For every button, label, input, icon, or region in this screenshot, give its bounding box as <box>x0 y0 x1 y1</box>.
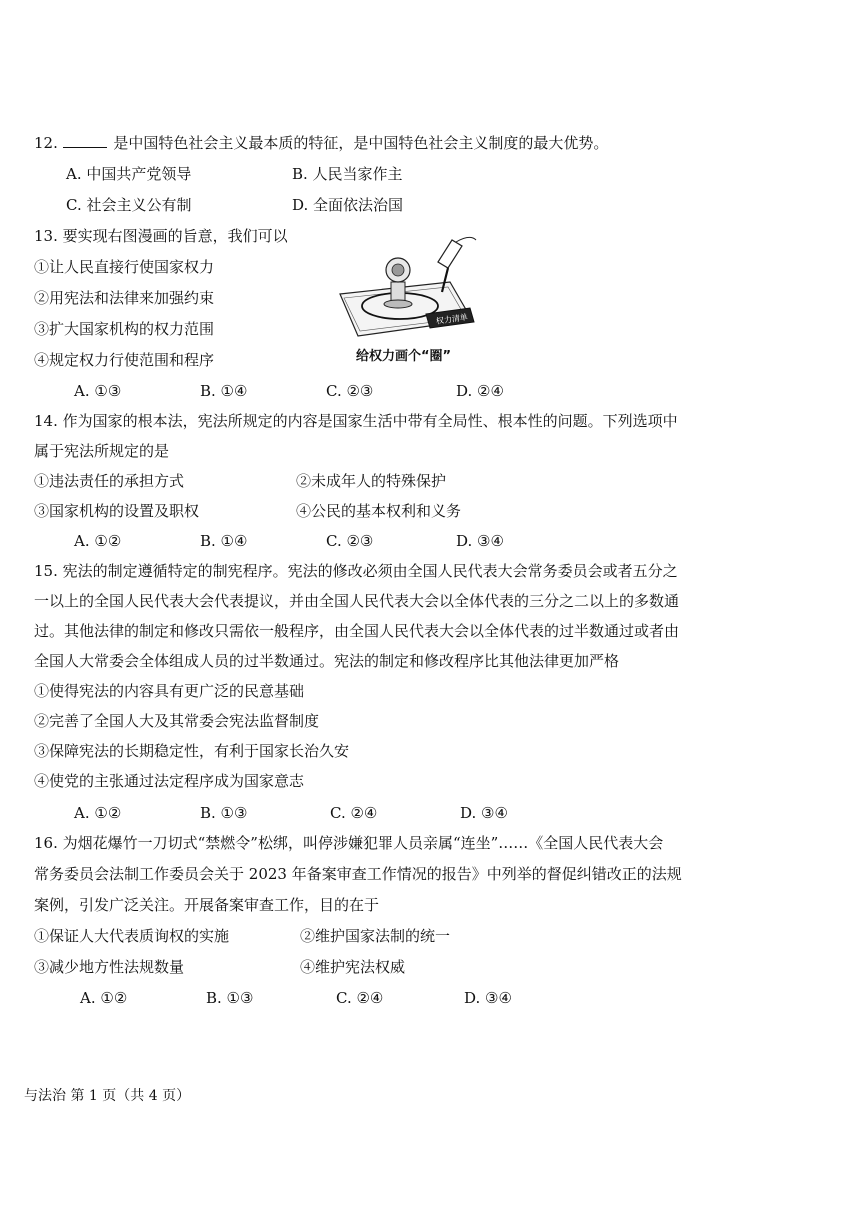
q16-stem-line-1: 16. 为烟花爆竹一刀切式“禁燃令”松绑，叫停涉嫌犯罪人员亲属“连坐”……《全国人民代表大会 <box>34 834 664 852</box>
q14-stem-line-1: 14. 作为国家的根本法，宪法所规定的内容是国家生活中带有全局性、根本性的问题。下列选项中 <box>34 412 678 430</box>
q13-item-1: ①让人民直接行使国家权力 <box>34 258 215 276</box>
q13-item-4: ④规定权力行使范围和程序 <box>34 351 215 369</box>
q13-option-a: A. ①③ <box>74 382 122 400</box>
q15-item-4: ④使党的主张通过法定程序成为国家意志 <box>34 772 305 790</box>
figure-caption: 给权力画个“圈” <box>356 349 452 364</box>
cartoon-power-circle <box>330 232 480 362</box>
q16-stem-line-3: 案例，引发广泛关注。开展备案审查工作，目的在于 <box>34 896 380 914</box>
q15-item-3: ③保障宪法的长期稳定性，有利于国家长治久安 <box>34 742 350 760</box>
q14-option-d: D. ③④ <box>456 532 504 550</box>
q15-stem-line-1: 15. 宪法的制定遵循特定的制宪程序。宪法的修改必须由全国人民代表大会常务委员会或者五分之 <box>34 562 678 580</box>
q13-option-d: D. ②④ <box>456 382 504 400</box>
q16-option-c: C. ②④ <box>336 989 384 1007</box>
q16-option-a: A. ①② <box>80 989 128 1007</box>
q16-option-b: B. ①③ <box>206 989 254 1007</box>
q13-item-2: ②用宪法和法律来加强约束 <box>34 289 215 307</box>
q14-item-3: ③国家机构的设置及职权 <box>34 502 200 520</box>
page-footer: 与法治 第 1 页（共 4 页） <box>24 1088 191 1104</box>
q15-option-a: A. ①② <box>74 804 122 822</box>
q14-item-1: ①违法责任的承担方式 <box>34 472 185 490</box>
q16-item-3: ③减少地方性法规数量 <box>34 958 185 976</box>
q15-item-1: ①使得宪法的内容具有更广泛的民意基础 <box>34 682 305 700</box>
q15-item-2: ②完善了全国人大及其常委会宪法监督制度 <box>34 712 320 730</box>
q12-option-c: C. 社会主义公有制 <box>66 196 192 214</box>
q16-item-1: ①保证人大代表质询权的实施 <box>34 927 230 945</box>
q12-option-b: B. 人民当家作主 <box>292 165 403 183</box>
q12-option-d: D. 全面依法治国 <box>292 196 404 214</box>
q14-stem-line-2: 属于宪法所规定的是 <box>34 442 170 460</box>
q15-stem-line-2: 一以上的全国人民代表大会代表提议，并由全国人民代表大会以全体代表的三分之二以上的多数通 <box>34 592 680 610</box>
q12-number: 12. <box>34 134 58 152</box>
q13-item-3: ③扩大国家机构的权力范围 <box>34 320 215 338</box>
q15-option-c: C. ②④ <box>330 804 378 822</box>
q13-option-c: C. ②③ <box>326 382 374 400</box>
q15-option-b: B. ①③ <box>200 804 248 822</box>
q14-option-a: A. ①② <box>74 532 122 550</box>
book-label: 权力清单 <box>435 312 469 326</box>
q13-option-b: B. ①④ <box>200 382 248 400</box>
answer-blank <box>63 133 107 148</box>
q14-option-c: C. ②③ <box>326 532 374 550</box>
q12-stem-text: 是中国特色社会主义最本质的特征，是中国特色社会主义制度的最大优势。 <box>113 134 609 152</box>
q13-stem: 13. 要实现右图漫画的旨意，我们可以 <box>34 227 288 245</box>
q16-item-2: ②维护国家法制的统一 <box>300 927 451 945</box>
q15-stem-line-3: 过。其他法律的制定和修改只需依一般程序，由全国人民代表大会以全体代表的过半数通过或者由 <box>34 622 680 640</box>
q14-item-4: ④公民的基本权利和义务 <box>296 502 462 520</box>
q15-stem-line-4: 全国人大常委会全体组成人员的过半数通过。宪法的制定和修改程序比其他法律更加严格 <box>34 652 620 670</box>
q14-item-2: ②未成年人的特殊保护 <box>296 472 447 490</box>
q16-option-d: D. ③④ <box>464 989 512 1007</box>
q14-option-b: B. ①④ <box>200 532 248 550</box>
q15-option-d: D. ③④ <box>460 804 508 822</box>
q16-item-4: ④维护宪法权威 <box>300 958 406 976</box>
q12-option-a: A. 中国共产党领导 <box>66 165 192 183</box>
q16-stem-line-2: 常务委员会法制工作委员会关于 2023 年备案审查工作情况的报告》中列举的督促纠错改正的法规 <box>34 865 682 883</box>
q12-stem <box>34 132 608 154</box>
